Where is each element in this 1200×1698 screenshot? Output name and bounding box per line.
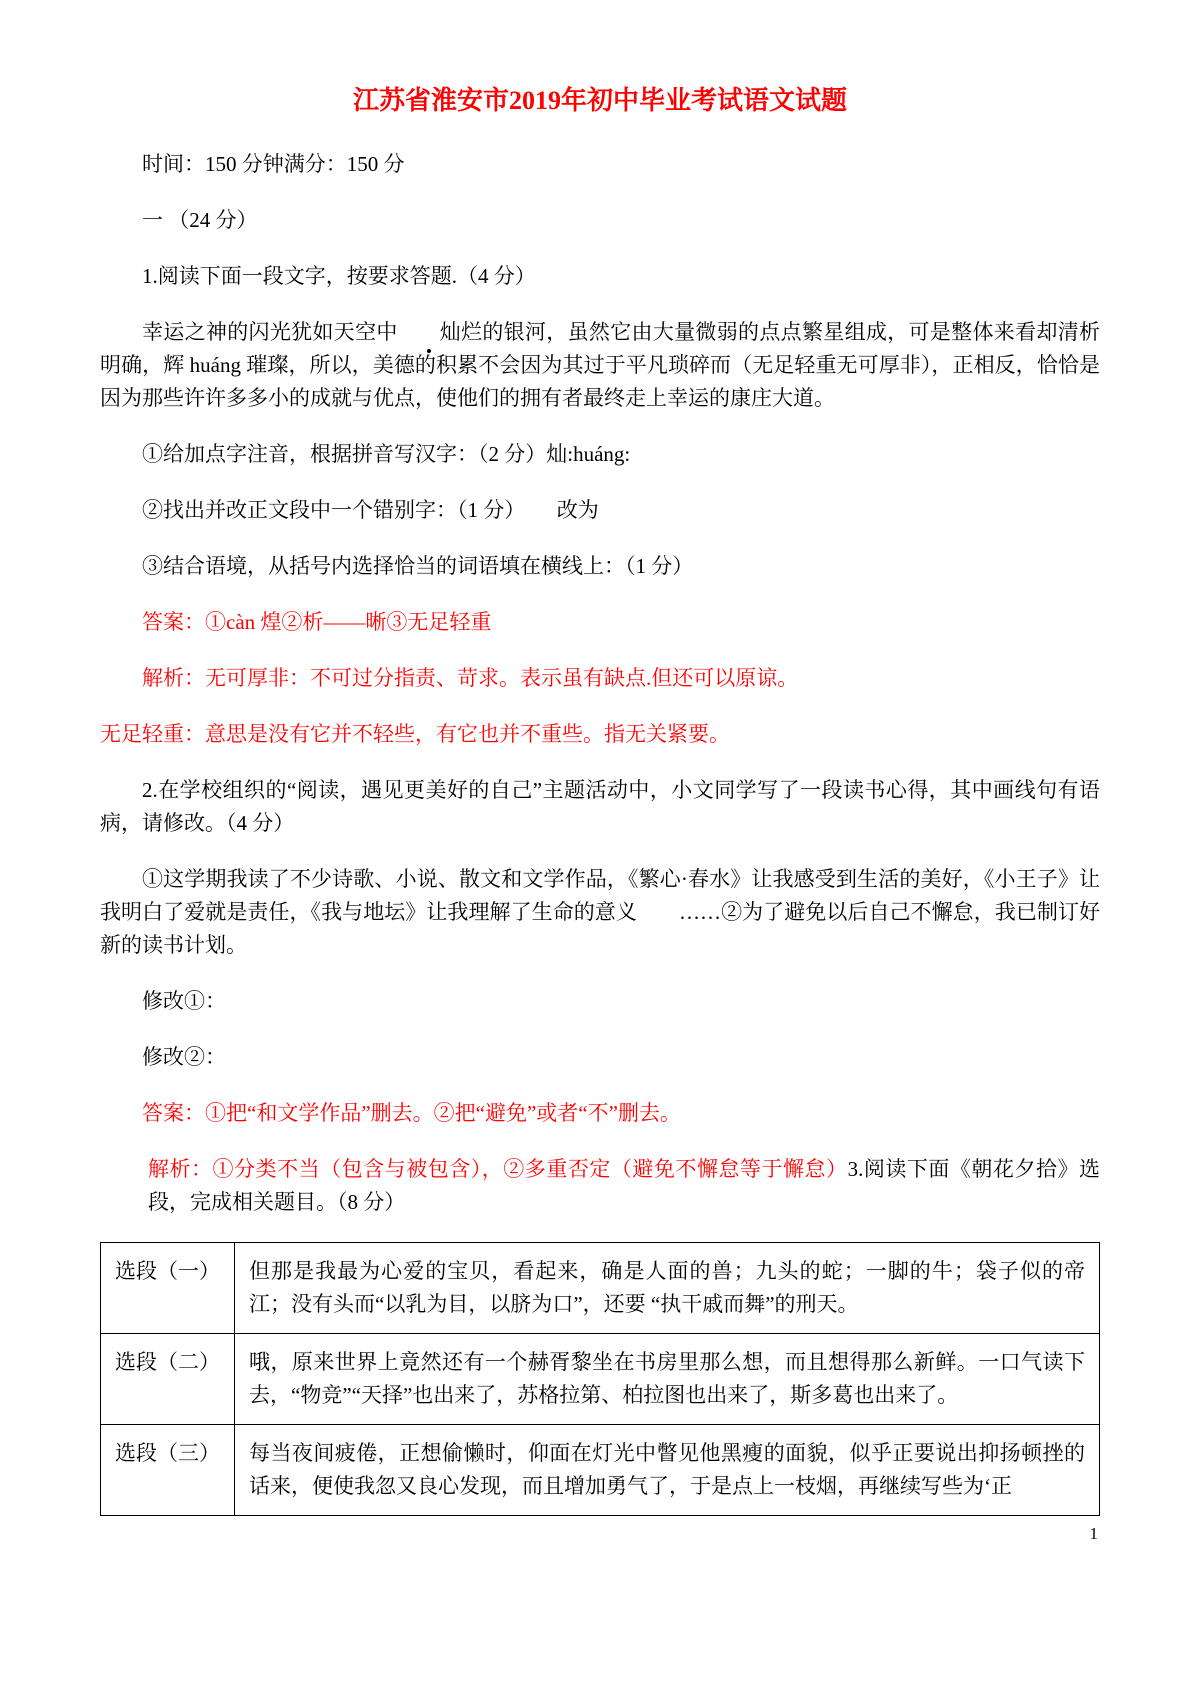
emphasis-dotted-char: 灿: [398, 316, 461, 349]
excerpt-2-text: 哦，原来世界上竟然还有一个赫胥黎坐在书房里那么想，而且想得那么新鲜。一口气读下去，“物竞”“天择”也出来了，苏格拉第、柏拉图也出来了，斯多葛也出来了。: [235, 1333, 1100, 1424]
question-3-prompt: 3.阅读下面《朝花夕拾》选段，完成相关题目。（8 分）: [148, 1156, 1100, 1214]
table-row: [101, 1424, 1100, 1515]
question-2-analysis-and-question-3-prompt: [148, 1153, 1100, 1219]
question-1-prompt: 1.阅读下面一段文字，按要求答题.（4 分）: [142, 263, 536, 288]
question-2-fix-2: 修改②：: [142, 1044, 226, 1069]
question-1-passage: [100, 316, 1100, 415]
page-number: 1: [1089, 1523, 1098, 1543]
table-row: [101, 1333, 1100, 1424]
question-2-answer: 答案：①把“和文学作品”删去。②把“避免”或者“不”删去。: [142, 1100, 681, 1125]
excerpt-table: [100, 1242, 1100, 1516]
question-1-subitem-2: ②找出并改正文段中一个错别字：（1 分） 改为: [142, 497, 599, 522]
question-2-analysis: 解析：①分类不当（包含与被包含），②多重否定（避免不懈怠等于懈怠）: [148, 1156, 848, 1181]
document-title: 江苏省淮安市2019年初中毕业考试语文试题: [352, 86, 847, 115]
question-2-prompt: 2.在学校组织的“阅读，遇见更美好的自己”主题活动中，小文同学写了一段读书心得，其中画线句有语病，请修改。（4 分）: [100, 777, 1100, 835]
excerpt-3-label: 选段（三）: [101, 1424, 235, 1515]
question-1-subitem-1: ①给加点字注音，根据拼音写汉字：（2 分）灿:huáng:: [142, 441, 631, 466]
passage-segment: 烂的银河，虽然它由大量微弱的点点繁星组成，可是整体来看却清析明确，辉 huáng 璀璨，所以，美德的积累不会因为其过于平凡琐碎而（无足轻重无可厚非），正相反，恰恰是因为那些许许多多小的成就与优点，使他们的拥有者最终走上幸运的康庄大道。: [100, 319, 1101, 410]
excerpt-2-label: 选段（二）: [101, 1333, 235, 1424]
table-row: [101, 1242, 1100, 1333]
excerpt-3-text: 每当夜间疲倦，正想偷懒时，仰面在灯光中瞥见他黑瘦的面貌，似乎正要说出抑扬顿挫的话来，便使我忽又良心发现，而且增加勇气了，于是点上一枝烟，再继续写些为‘正: [235, 1424, 1100, 1515]
question-1-analysis-line-1: 解析：无可厚非：不可过分指责、苛求。表示虽有缺点.但还可以原谅。: [142, 665, 799, 690]
question-2-passage: ①这学期我读了不少诗歌、小说、散文和文学作品，《繁心·春水》让我感受到生活的美好，《小王子》让我明白了爱就是责任，《我与地坛》让我理解了生命的意义 ……②为了避免以后自己不懈怠，我已制订好新的读书计划。: [100, 866, 1100, 957]
question-1-analysis-line-2: 无足轻重：意思是没有它并不轻些，有它也并不重些。指无关紧要。: [100, 721, 730, 746]
excerpt-1-text: 但那是我最为心爱的宝贝，看起来，确是人面的兽；九头的蛇；一脚的牛；袋子似的帝江；没有头而“以乳为目，以脐为口”，还要 “执干戚而舞”的刑天。: [235, 1242, 1100, 1333]
question-1-answer: 答案：①càn 煌②析——晰③无足轻重: [142, 609, 492, 634]
excerpt-1-label: 选段（一）: [101, 1242, 235, 1333]
question-1-subitem-3: ③结合语境，从括号内选择恰当的词语填在横线上：（1 分）: [142, 553, 694, 578]
section-heading: 一 （24 分）: [142, 207, 258, 232]
question-2-fix-1: 修改①：: [142, 988, 226, 1013]
exam-meta-line: 时间：150 分钟满分：150 分: [142, 151, 405, 176]
passage-segment: 幸运之神的闪光犹如天空中: [142, 319, 398, 344]
